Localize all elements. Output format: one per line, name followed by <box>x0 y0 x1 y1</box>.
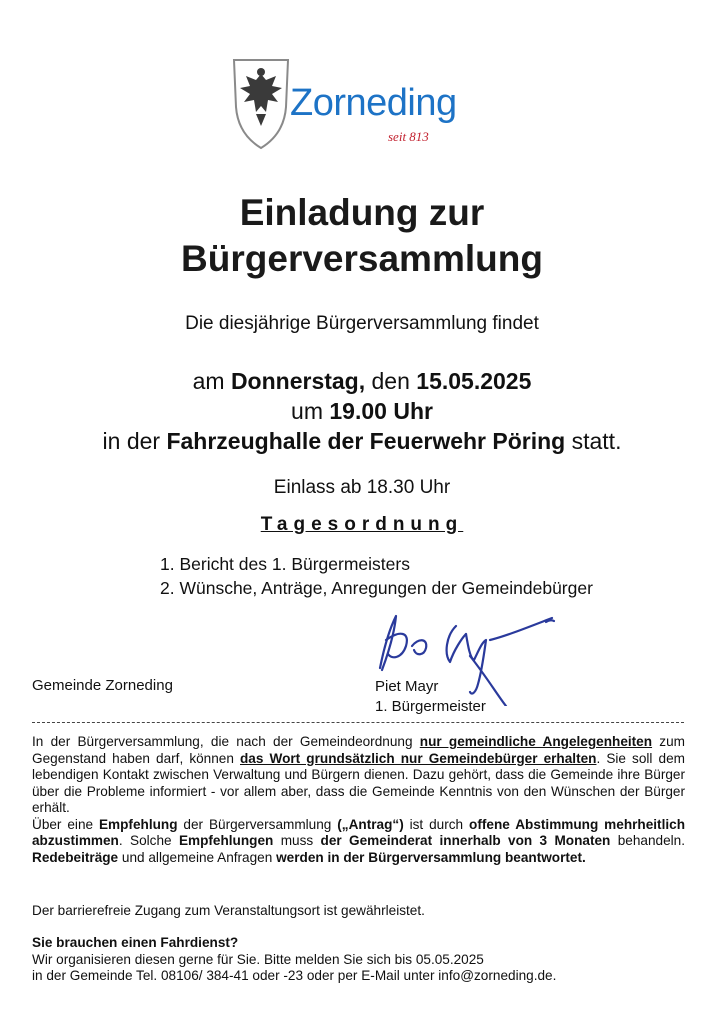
agenda-list <box>160 552 593 600</box>
dashed-divider <box>32 722 684 723</box>
info-text <box>32 734 685 866</box>
agenda-item: 1. Bericht des 1. Bürgermeisters <box>160 554 410 574</box>
transport-line-1: Wir organisieren diesen gerne für Sie. Bitte melden Sie sich bis 05.05.2025 <box>32 951 484 967</box>
title-line-1: Einladung zur <box>239 192 485 233</box>
signer-name: Piet Mayr <box>375 678 439 695</box>
info-paragraph-2: Über eine Empfehlung der Bürgerversammlung („Antrag“) ist durch offene Abstimmung mehrheitlich abzustimmen. Solche Empfehlungen muss der Gemeinderat innerhalb von 3 Monaten behandeln. Redebeiträge und allgemeine Anfragen werden in der Bürgerversammlung beantwortet. <box>32 816 686 865</box>
municipality-logo <box>226 52 476 152</box>
accessibility-note: Der barrierefreie Zugang zum Veranstaltungsort ist gewährleistet. <box>32 903 425 918</box>
eagle-shield-icon <box>226 52 296 152</box>
logo-name: Zorneding <box>290 82 457 124</box>
venue-line: in der Fahrzeughalle der Feuerwehr Pöring statt. <box>102 428 622 454</box>
event-details <box>0 366 724 456</box>
weekday: Donnerstag, <box>230 368 366 394</box>
time-line: um 19.00 Uhr <box>291 398 433 424</box>
page-title <box>0 190 724 282</box>
agenda-item: 2. Wünsche, Anträge, Anregungen der Gemeindebürger <box>160 578 593 598</box>
title-line-2: Bürgerversammlung <box>181 238 543 279</box>
transport-section <box>32 935 692 985</box>
transport-heading: Sie brauchen einen Fahrdienst? <box>32 935 239 950</box>
event-date: 15.05.2025 <box>416 368 532 394</box>
date-line: am Donnerstag, den 15.05.2025 <box>192 368 532 394</box>
event-venue: Fahrzeughalle der Feuerwehr Pöring <box>166 428 566 454</box>
emphasis: nur gemeindliche Angelegenheiten <box>419 734 653 749</box>
intro-text: Die diesjährige Bürgerversammlung findet <box>185 313 539 334</box>
emphasis: das Wort grundsätzlich nur Gemeindebürger erhalten <box>240 750 597 766</box>
event-time: 19.00 Uhr <box>329 398 433 424</box>
agenda-heading: Tagesordnung <box>260 514 464 535</box>
municipality-name: Gemeinde Zorneding <box>32 677 173 694</box>
info-paragraph-1: In der Bürgerversammlung, die nach der Gemeindeordnung nur gemeindliche Angelegenheiten zum Gegenstand haben darf, können das Wort grundsätzlich nur Gemeindebürger erhalten. Sie soll dem lebendigen Kontakt zwischen Verwaltung und Bürgern dienen. Dazu gehört, dass die Gemeinde ihre Bürger über die Probleme informiert - vor allem aber, dass die Gemeinde Kenntnis von den Wünschen der Bürger erhält. <box>32 734 685 815</box>
signer-block <box>375 677 486 717</box>
signer-role: 1. Bürgermeister <box>375 698 486 715</box>
logo-tagline: seit 813 <box>388 129 429 144</box>
admission-time: Einlass ab 18.30 Uhr <box>273 477 451 498</box>
transport-line-2: in der Gemeinde Tel. 08106/ 384-41 oder -23 oder per E-Mail unter info@zorneding.de. <box>32 968 557 983</box>
